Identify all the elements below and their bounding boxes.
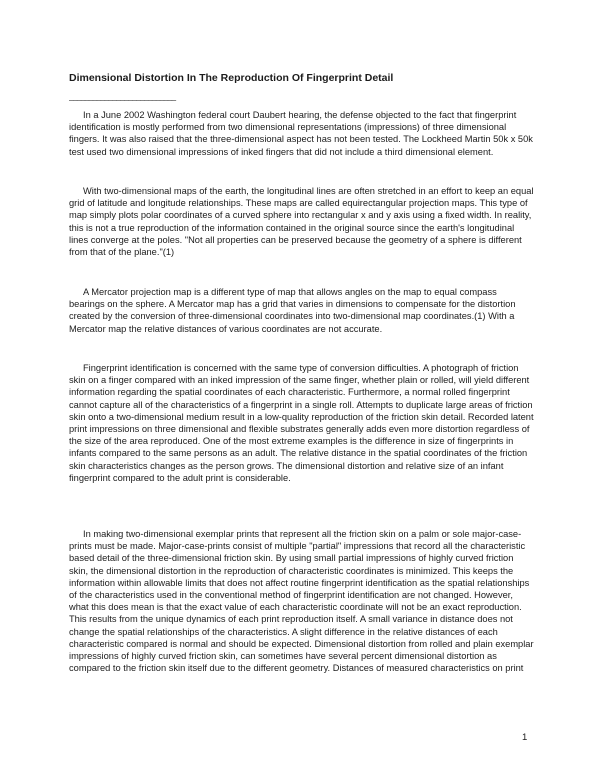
paragraph-conversion-difficulties: Fingerprint identification is concerned with the same type of conversion difficulties. A photograph of friction skin on a finger compared with an inked impression of the same finger, whether plain or rolled, will yield different information regarding the spatial coordinates of each characteristic. Furthermore, a normal rolled fingerprint cannot capture all of the characteristics of a fingerprint in a single roll. Attempts to duplicate large areas of friction skin onto a two-dimensional medium result in a low-quality reproduction of the friction skin detail. Recorded latent print impressions on three dimensional and flexible substrates generally adds even more distortion regardless of the size of the area reproduced. One of the most extreme examples is the difference in size of fingerprints in infants compared to the same persons as an adult. The relative distance in the spatial coordinates of the friction skin characteristics changes as the person grows. The dimensional distortion and relative size of an infant fingerprint compared to the adult print is considerable. [69,363,534,483]
paragraph-exemplar-prints: In making two-dimensional exemplar prints that represent all the friction skin on a palm or sole major-case-prints must be made. Major-case-prints consist of multiple "partial" impressions that record all the characteristic based detail of the three-dimensional friction skin. By using small partial impressions of highly curved friction skin, the dimensional distortion in the reproduction of characteristic coordinates is minimized. This keeps the information within allowable limits that does not affect routine fingerprint identification as the spatial relationships of the characteristics used in the conventional method of fingerprint identification are not changed. However, what this does mean is that the exact value of each characteristic coordinate will not be an exact reproduction. This results from the unique dynamics of each print reproduction itself. A small variance in distance does not change the spatial relationships of the characteristics. A slight difference in the relative distances of each characteristic compared is normal and should be expected. Dimensional distortion from rolled and plain exemplar impressions of highly curved friction skin, can sometimes have several percent dimensional distortion as compared to the friction skin itself due to the different geometry. Distances of measured characteristics on print [69,529,534,674]
page-number: 1 [522,732,528,743]
paragraph-equirectangular-maps: With two-dimensional maps of the earth, the longitudinal lines are often stretched in an effort to keep an equal grid of latitude and longitude relationships. These maps are called equirectangular projection maps. This type of map simply plots polar coordinates of a curved sphere into rectangular x and y axis using a fixed width. In reality, this is not a true reproduction of the information contained in the original source since the earth's longitudinal lines converge at the poles. "Not all properties can be preserved because the geometry of a sphere is different from that of the plane."(1) [69,186,534,258]
paragraph-mercator-projection: A Mercator projection map is a different type of map that allows angles on the map to equal compass bearings on the sphere. A Mercator map has a grid that varies in dimensions to compensate for the distortion created by the conversion of three-dimensional coordinates into two-dimensional map coordinates.(1) With a Mercator map the relative distances of various coordinates are not accurate. [69,287,516,334]
paragraph-daubert-hearing: In a June 2002 Washington federal court Daubert hearing, the defense objected to the fact that fingerprint identification is mostly performed from two dimensional representations (impressions) of three dimensional fingers. It was also raised that the three-dimensional aspect has not been tested. The Lockheed Martin 50k x 50k test used two dimensional impressions of inked fingers that did not include a third dimensional element. [69,110,533,157]
document-title: Dimensional Distortion In The Reproduction Of Fingerprint Detail [69,72,394,84]
title-underline: ___________________________ [69,92,176,101]
